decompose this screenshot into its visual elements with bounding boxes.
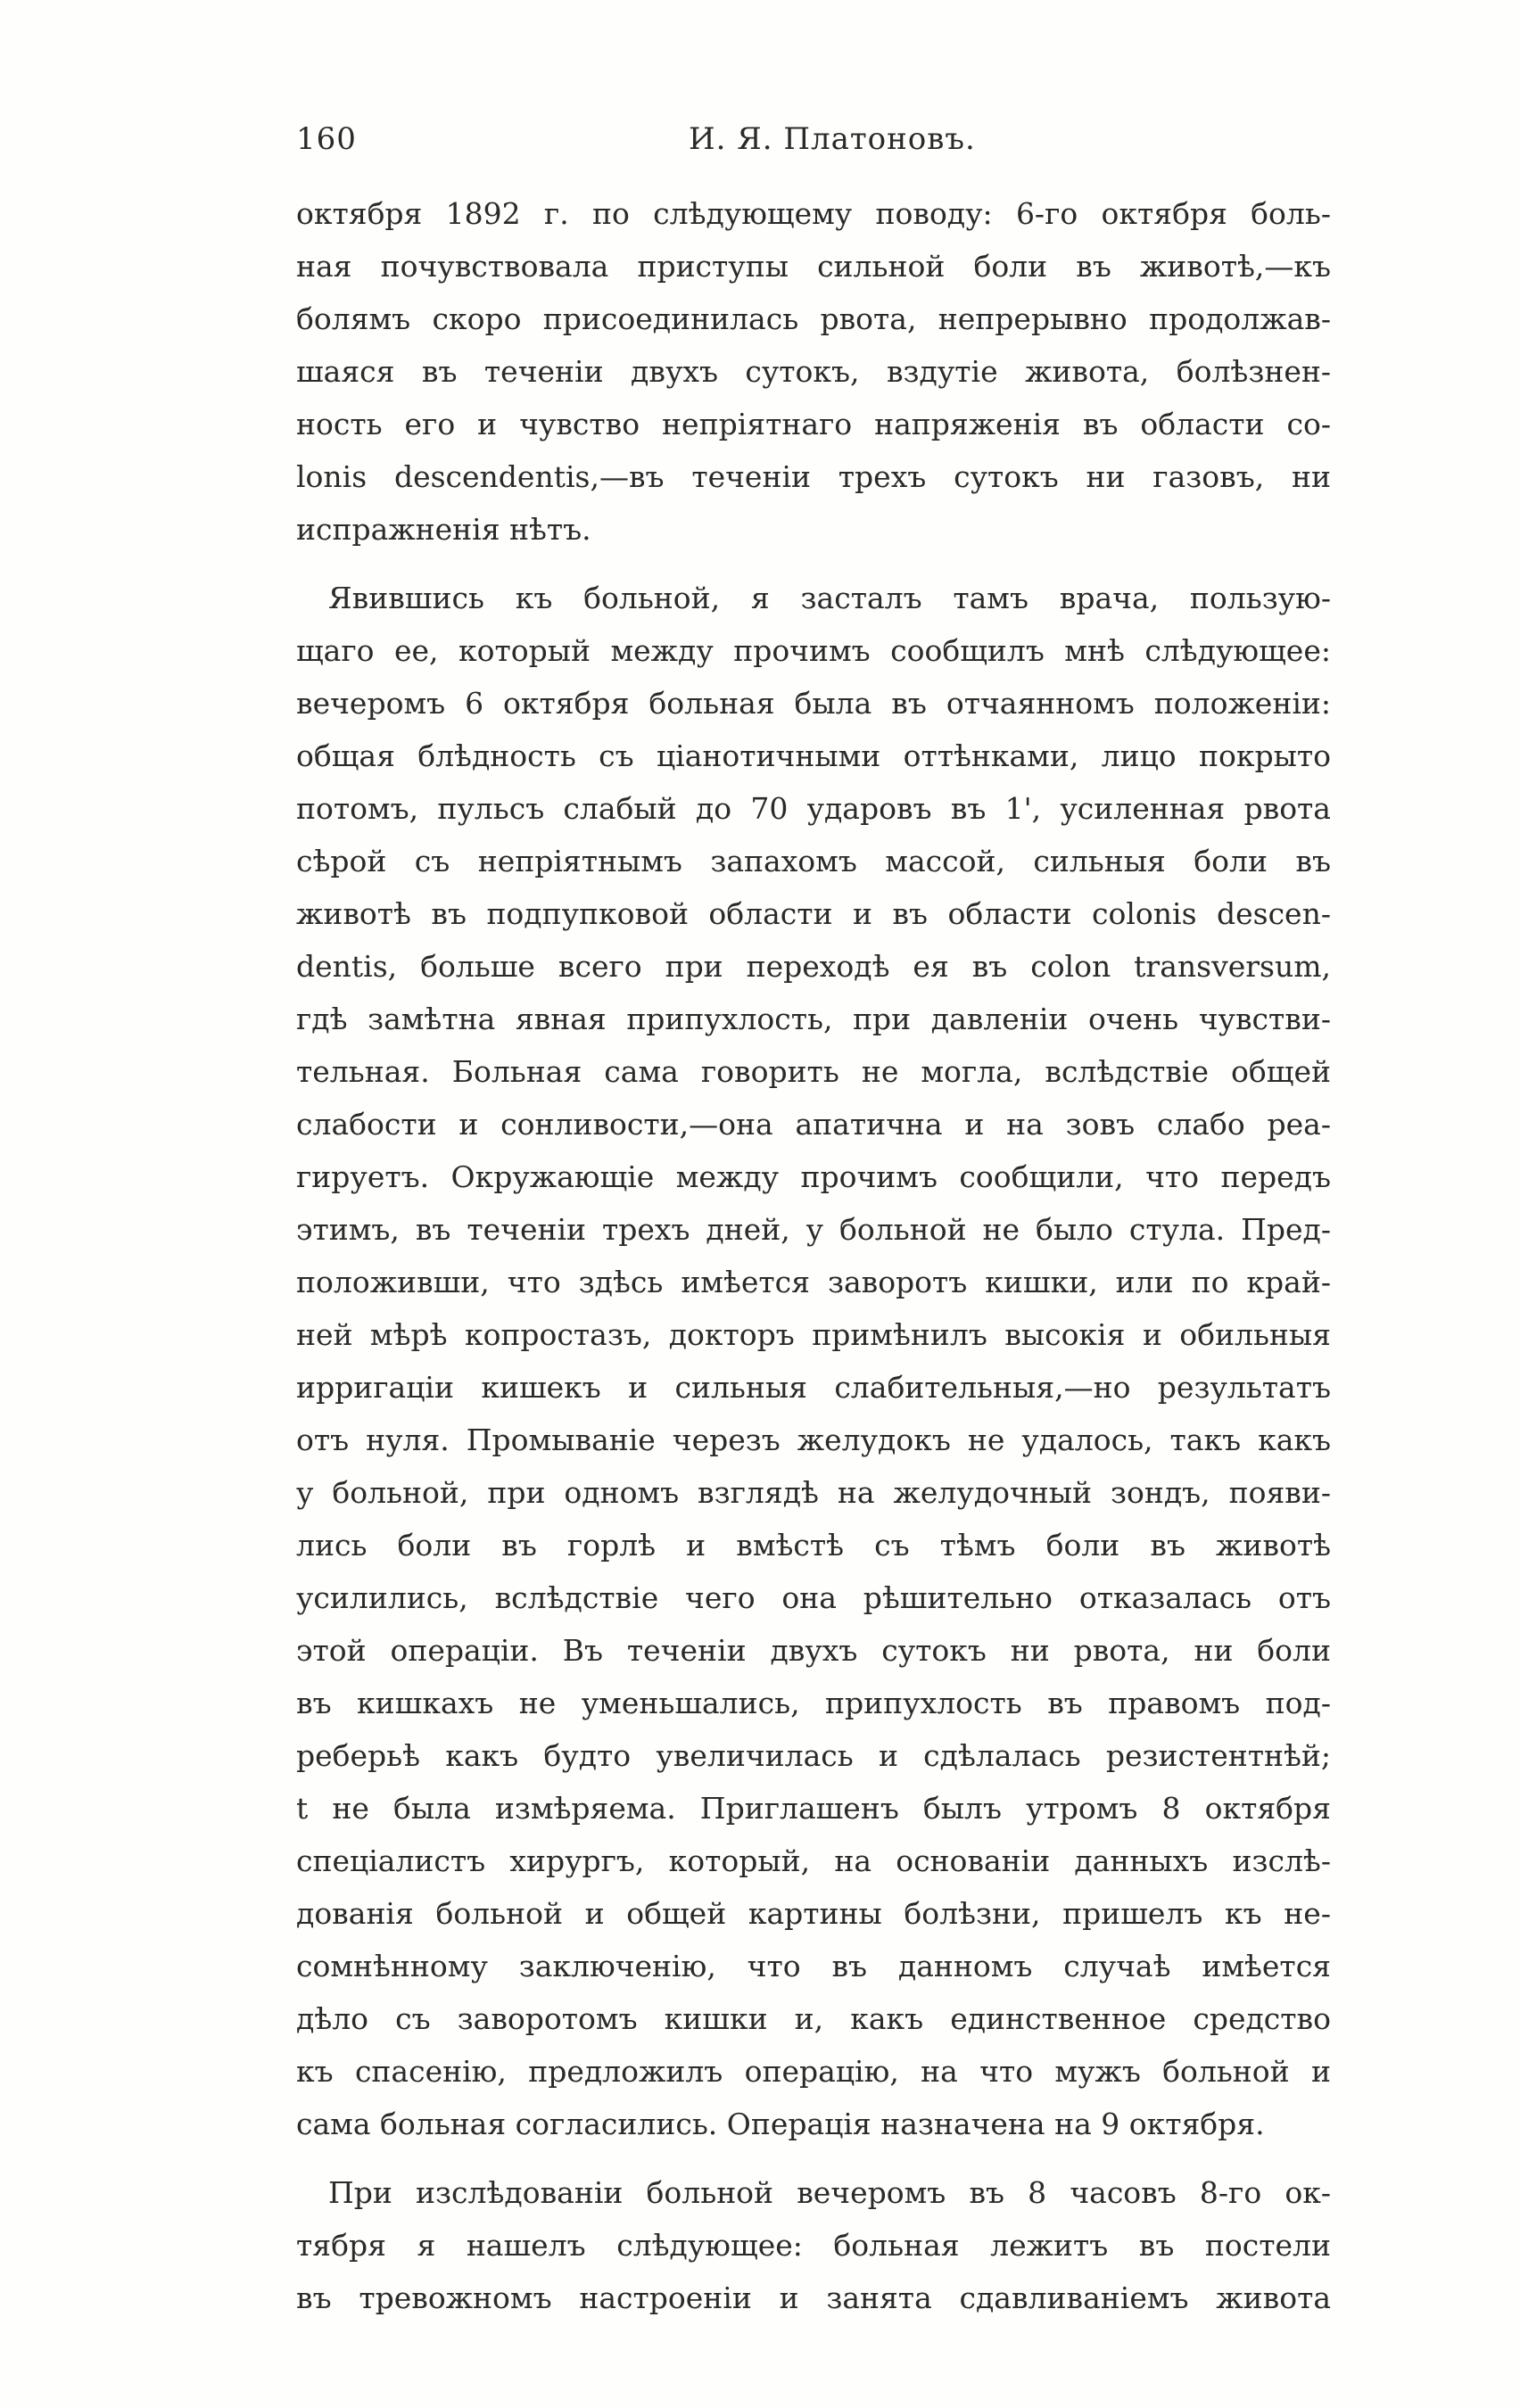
- text-line: сѣрой съ непріятнымъ запахомъ массой, сильныя боли въ: [296, 844, 1331, 878]
- text-line: животѣ въ подпупковой области и въ области colonis descen-: [296, 896, 1331, 931]
- text-line: спеціалистъ хирургъ, который, на основаніи данныхъ изслѣ-: [296, 1843, 1331, 1878]
- text-line: ность его и чувство непріятнаго напряженія въ области co-: [296, 407, 1331, 441]
- text-line: лись боли въ горлѣ и вмѣстѣ съ тѣмъ боли въ животѣ: [296, 1528, 1331, 1563]
- text-line: шаяся въ теченіи двухъ сутокъ, вздутіе живота, болѣзнен-: [296, 354, 1331, 389]
- text-line: сама больная согласились. Операція назначена на 9 октября.: [296, 2107, 1265, 2141]
- text-line: октября 1892 г. по слѣдующему поводу: 6-го октября боль-: [296, 196, 1331, 231]
- text-line: общая блѣдность съ ціанотичными оттѣнками, лицо покрыто: [296, 738, 1331, 773]
- text-line: t не была измѣряема. Приглашенъ былъ утромъ 8 октября: [296, 1791, 1331, 1826]
- text-line: При изслѣдованіи больной вечеромъ въ 8 часовъ 8-го ок-: [328, 2175, 1331, 2210]
- text-line: lonis descendentis,—въ теченіи трехъ сутокъ ни газовъ, ни: [296, 459, 1331, 494]
- text-line: Явившись къ больной, я засталъ тамъ врача, пользую-: [328, 581, 1331, 615]
- text-line: потомъ, пульсъ слабый до 70 ударовъ въ 1', усиленная рвота: [296, 791, 1331, 826]
- paragraph-2: [296, 572, 1331, 2150]
- text-line: этой операціи. Въ теченіи двухъ сутокъ ни рвота, ни боли: [296, 1633, 1331, 1668]
- paragraph-3: [296, 2166, 1331, 2324]
- text-line: дованія больной и общей картины болѣзни, пришелъ къ не-: [296, 1896, 1331, 1931]
- text-line: реберьѣ какъ будто увеличилась и сдѣлалась резистентнѣй;: [296, 1738, 1331, 1773]
- text-line: гируетъ. Окружающіе между прочимъ сообщили, что передъ: [296, 1159, 1331, 1194]
- text-line: этимъ, въ теченіи трехъ дней, у больной не было стула. Пред-: [296, 1212, 1331, 1247]
- paragraph-1: [296, 187, 1331, 556]
- running-head: [296, 121, 1331, 166]
- text-line: ирригаціи кишекъ и сильныя слабительныя,—но результатъ: [296, 1370, 1331, 1405]
- text-line: гдѣ замѣтна явная припухлость, при давленіи очень чувстви-: [296, 1002, 1331, 1036]
- text-line: дѣло съ заворотомъ кишки и, какъ единственное средство: [296, 2001, 1331, 2036]
- text-line: отъ нуля. Промываніе черезъ желудокъ не удалось, такъ какъ: [296, 1423, 1331, 1457]
- page-number: 160: [296, 121, 357, 157]
- body-text: [296, 187, 1331, 2324]
- text-line: тября я нашелъ слѣдующее: больная лежитъ въ постели: [296, 2228, 1331, 2263]
- running-title: И. Я. Платоновъ.: [689, 121, 976, 157]
- text-line: тельная. Больная сама говорить не могла, вслѣдствіе общей: [296, 1054, 1331, 1089]
- text-line: у больной, при одномъ взглядѣ на желудочный зондъ, появи-: [296, 1475, 1331, 1510]
- text-line: испражненія нѣтъ.: [296, 512, 591, 547]
- text-line: положивши, что здѣсь имѣется заворотъ кишки, или по край-: [296, 1265, 1331, 1299]
- text-line: сомнѣнному заключенію, что въ данномъ случаѣ имѣется: [296, 1949, 1331, 1983]
- text-line: щаго ее, который между прочимъ сообщилъ мнѣ слѣдующее:: [296, 633, 1331, 668]
- text-line: dentis, больше всего при переходѣ ея въ colon transversum,: [296, 949, 1331, 984]
- text-line: ная почувствовала приступы сильной боли въ животѣ,—къ: [296, 249, 1331, 284]
- text-line: усилились, вслѣдствіе чего она рѣшительно отказалась отъ: [296, 1580, 1331, 1615]
- text-line: болямъ скоро присоединилась рвота, непрерывно продолжав-: [296, 301, 1331, 336]
- text-line: въ кишкахъ не уменьшались, припухлость въ правомъ под-: [296, 1686, 1331, 1720]
- text-line: слабости и сонливости,—она апатична и на зовъ слабо реа-: [296, 1107, 1331, 1142]
- text-line: ней мѣрѣ копростазъ, докторъ примѣнилъ высокія и обильныя: [296, 1317, 1331, 1352]
- text-line: къ спасенію, предложилъ операцію, на что мужъ больной и: [296, 2054, 1331, 2089]
- text-line: въ тревожномъ настроеніи и занята сдавливаніемъ живота: [296, 2280, 1331, 2315]
- text-line: вечеромъ 6 октября больная была въ отчаянномъ положеніи:: [296, 686, 1331, 721]
